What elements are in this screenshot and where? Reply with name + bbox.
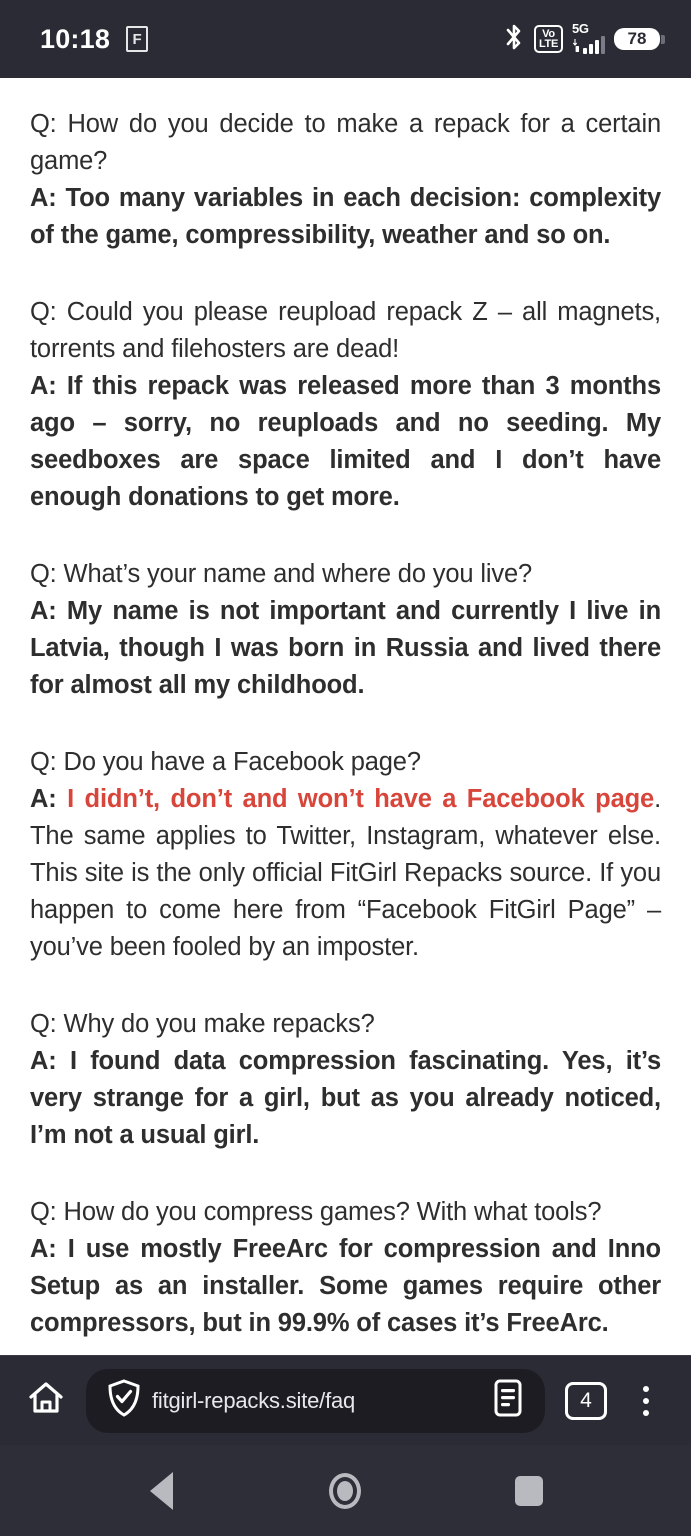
- signal-strength-icon: [572, 21, 605, 54]
- faq-question: Q: How do you decide to make a repack for a certain game?: [30, 110, 661, 175]
- status-bar-right: [503, 22, 665, 57]
- tab-switcher-button[interactable]: [553, 1382, 619, 1420]
- home-icon: [26, 1378, 66, 1423]
- faq-answer-text: My name is not important and currently I live in Latvia, though I was born in Russia and lived there for almost all my childhood.: [30, 597, 661, 699]
- site-security-button[interactable]: [102, 1378, 146, 1423]
- faq-entry: [30, 106, 661, 254]
- shield-check-icon: [106, 1378, 142, 1423]
- bluetooth-icon: [503, 22, 525, 57]
- url-bar[interactable]: [86, 1369, 545, 1433]
- faq-answer-text: If this repack was released more than 3 months ago – sorry, no reuploads and no seeding. My seedboxes are space limited and I don’t have enough donations to get more.: [30, 372, 661, 511]
- faq-question: Q: Why do you make repacks?: [30, 1010, 375, 1038]
- notification-badge-icon: F: [126, 26, 148, 52]
- faq-answer: [30, 180, 661, 254]
- reader-mode-button[interactable]: [481, 1377, 535, 1424]
- status-bar-left: [40, 23, 148, 54]
- browser-toolbar: [0, 1355, 691, 1445]
- nav-recents-button[interactable]: [494, 1456, 564, 1526]
- faq-answer: [30, 593, 661, 704]
- recents-square-icon: [515, 1476, 543, 1506]
- faq-entry: [30, 294, 661, 516]
- nav-home-button[interactable]: [310, 1456, 380, 1526]
- faq-answer-text: I use mostly FreeArc for compression and Inno Setup as an installer. Some games require other compressors, but in 99.9% of cases it’s FreeArc.: [30, 1235, 661, 1337]
- faq-question: Q: Do you have a Facebook page?: [30, 748, 421, 776]
- faq-entry: [30, 744, 661, 966]
- overflow-menu-icon: [643, 1398, 649, 1404]
- faq-question: Q: What’s your name and where do you live?: [30, 560, 533, 588]
- battery-percent-label: 78: [614, 28, 660, 50]
- faq-answer-prefix: A:: [30, 1235, 68, 1263]
- overflow-menu-button[interactable]: [619, 1386, 673, 1416]
- tab-count-label: 4: [565, 1382, 607, 1420]
- overflow-menu-icon: [643, 1410, 649, 1416]
- status-bar: [0, 0, 691, 78]
- volte-icon: [534, 25, 563, 53]
- faq-answer-prefix: A:: [30, 372, 67, 400]
- faq-entry: [30, 556, 661, 704]
- network-type-label: 5G: [572, 21, 589, 36]
- faq-answer-prefix: A:: [30, 597, 67, 625]
- faq-answer: [30, 1043, 661, 1154]
- overflow-menu-icon: [643, 1386, 649, 1392]
- home-circle-icon: [329, 1473, 361, 1509]
- battery-icon: [614, 28, 665, 50]
- faq-entry: [30, 1006, 661, 1154]
- data-transfer-icon: [573, 38, 580, 53]
- faq-answer: [30, 368, 661, 516]
- faq-answer-prefix: A:: [30, 184, 66, 212]
- url-text[interactable]: fitgirl-repacks.site/faq: [152, 1387, 356, 1413]
- signal-bars: [583, 36, 605, 54]
- status-bar-clock: 10:18: [40, 23, 111, 54]
- faq-answer-prefix: A:: [30, 1047, 70, 1075]
- home-button[interactable]: [18, 1373, 74, 1429]
- faq-question: Q: How do you compress games? With what tools?: [30, 1198, 602, 1226]
- faq-answer-prefix: A:: [30, 785, 68, 813]
- faq-entry: [30, 1194, 661, 1342]
- faq-answer-text: Too many variables in each decision: complexity of the game, compressibility, weather and so on.: [30, 184, 661, 249]
- volte-top-text: Vo: [542, 27, 555, 40]
- faq-answer-text: I found data compression fascinating. Yes, it’s very strange for a girl, but as you already noticed, I’m not a usual girl.: [30, 1047, 662, 1149]
- battery-cap: [661, 35, 665, 44]
- faq-answer: [30, 781, 661, 966]
- faq-question: Q: Could you please reupload repack Z – all magnets, torrents and filehosters are dead!: [30, 298, 661, 363]
- faq-answer-text: . The same applies to Twitter, Instagram, whatever else. This site is the only official FitGirl Repacks source. If you happen to come here from “Facebook FitGirl Page” – you’ve been fooled by an imposter.: [30, 785, 662, 961]
- android-navigation-bar: [0, 1445, 691, 1536]
- faq-answer: [30, 1231, 661, 1342]
- web-page-content[interactable]: [0, 78, 691, 1355]
- reader-mode-icon: [489, 1377, 527, 1424]
- back-triangle-icon: [150, 1472, 173, 1510]
- faq-answer-highlight: I didn’t, don’t and won’t have a Facebook page: [67, 785, 655, 813]
- nav-back-button[interactable]: [127, 1456, 197, 1526]
- volte-bottom-text: LTE: [538, 38, 558, 50]
